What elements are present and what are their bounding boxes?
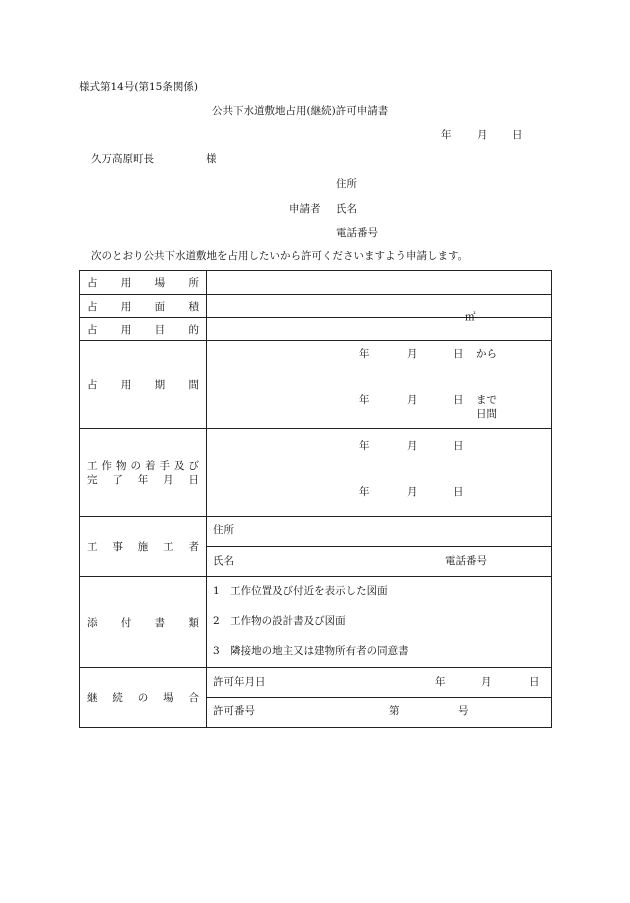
contractor-name-label: 氏名 (213, 555, 234, 567)
intro-text: 次のとおり公共下水道敷地を占用したいから許可くださいますよう申請します。 (91, 250, 469, 262)
period-to-month: 月 (407, 394, 418, 406)
field-period[interactable] (207, 341, 552, 429)
construction-end-month: 月 (407, 486, 418, 498)
page-title: 公共下水道敷地占用(継続)許可申請書 (212, 105, 389, 117)
applicant-name-label: 氏名 (336, 203, 357, 215)
row-contractor-address (80, 517, 552, 547)
field-location[interactable] (207, 271, 552, 295)
attachment-item: 3 隣接地の地主又は建物所有者の同意書 (213, 645, 409, 657)
label-continuation: 継 続 の 場 合 (80, 668, 207, 728)
label-area: 占 用 面 積 (80, 295, 207, 318)
period-to-year: 年 (359, 394, 370, 406)
field-purpose[interactable] (207, 318, 552, 341)
date-year: 年 (441, 129, 452, 141)
permit-date-label: 許可年月日 (213, 676, 266, 688)
applicant-address-label: 住所 (336, 178, 357, 190)
permit-date-day: 日 (529, 676, 540, 688)
label-construction: 工 作 物 の 着 手 及 び 完 了 年 月 日 (80, 429, 207, 517)
permit-number-prefix: 第 (389, 705, 400, 717)
form-number: 様式第14号(第15条関係) (79, 81, 198, 93)
contractor-phone-label: 電話番号 (445, 555, 487, 567)
addressee-honorific: 様 (206, 153, 217, 165)
permit-date-month: 月 (481, 676, 492, 688)
period-from-suffix: から (476, 348, 497, 360)
attachment-item: 2 工作物の設計書及び図面 (213, 615, 346, 627)
field-contractor-name[interactable] (207, 547, 552, 577)
date-month: 月 (477, 129, 488, 141)
period-days: 日間 (476, 408, 497, 420)
label-attachments: 添 付 書 類 (80, 577, 207, 668)
area-unit: ㎡ (465, 311, 476, 323)
construction-start-day: 日 (453, 440, 464, 452)
addressee-name: 久万高原町長 (91, 153, 154, 165)
row-attachments (80, 577, 552, 668)
row-permit-date (80, 668, 552, 698)
construction-start-year: 年 (359, 440, 370, 452)
period-from-month: 月 (407, 348, 418, 360)
field-contractor-address[interactable] (207, 517, 552, 547)
period-to-day: 日 (453, 394, 464, 406)
row-location (80, 271, 552, 295)
permit-number-label: 許可番号 (213, 705, 255, 717)
row-area (80, 295, 552, 318)
attachment-item: 1 工作位置及び付近を表示した図面 (213, 585, 388, 597)
construction-end-year: 年 (359, 486, 370, 498)
construction-end-day: 日 (453, 486, 464, 498)
row-construction (80, 429, 552, 517)
construction-start-month: 月 (407, 440, 418, 452)
field-permit-number[interactable] (207, 698, 552, 728)
permit-number-suffix: 号 (458, 705, 469, 717)
label-purpose: 占 用 目 的 (80, 318, 207, 341)
period-to-suffix: まで (476, 394, 497, 406)
field-permit-date[interactable] (207, 668, 552, 698)
label-contractor: 工 事 施 工 者 (80, 517, 207, 577)
row-period (80, 341, 552, 429)
row-purpose (80, 318, 552, 341)
period-from-day: 日 (453, 348, 464, 360)
field-attachments (207, 577, 552, 668)
period-from-year: 年 (359, 348, 370, 360)
field-construction[interactable] (207, 429, 552, 517)
field-area[interactable] (207, 295, 552, 323)
contractor-address-label: 住所 (213, 524, 234, 536)
application-table (79, 270, 552, 728)
applicant-role-label: 申請者 (289, 203, 321, 215)
permit-date-year: 年 (435, 676, 446, 688)
label-location: 占 用 場 所 (80, 271, 207, 295)
date-day: 日 (512, 129, 523, 141)
applicant-phone-label: 電話番号 (336, 227, 378, 239)
label-period: 占 用 期 間 (80, 341, 207, 429)
